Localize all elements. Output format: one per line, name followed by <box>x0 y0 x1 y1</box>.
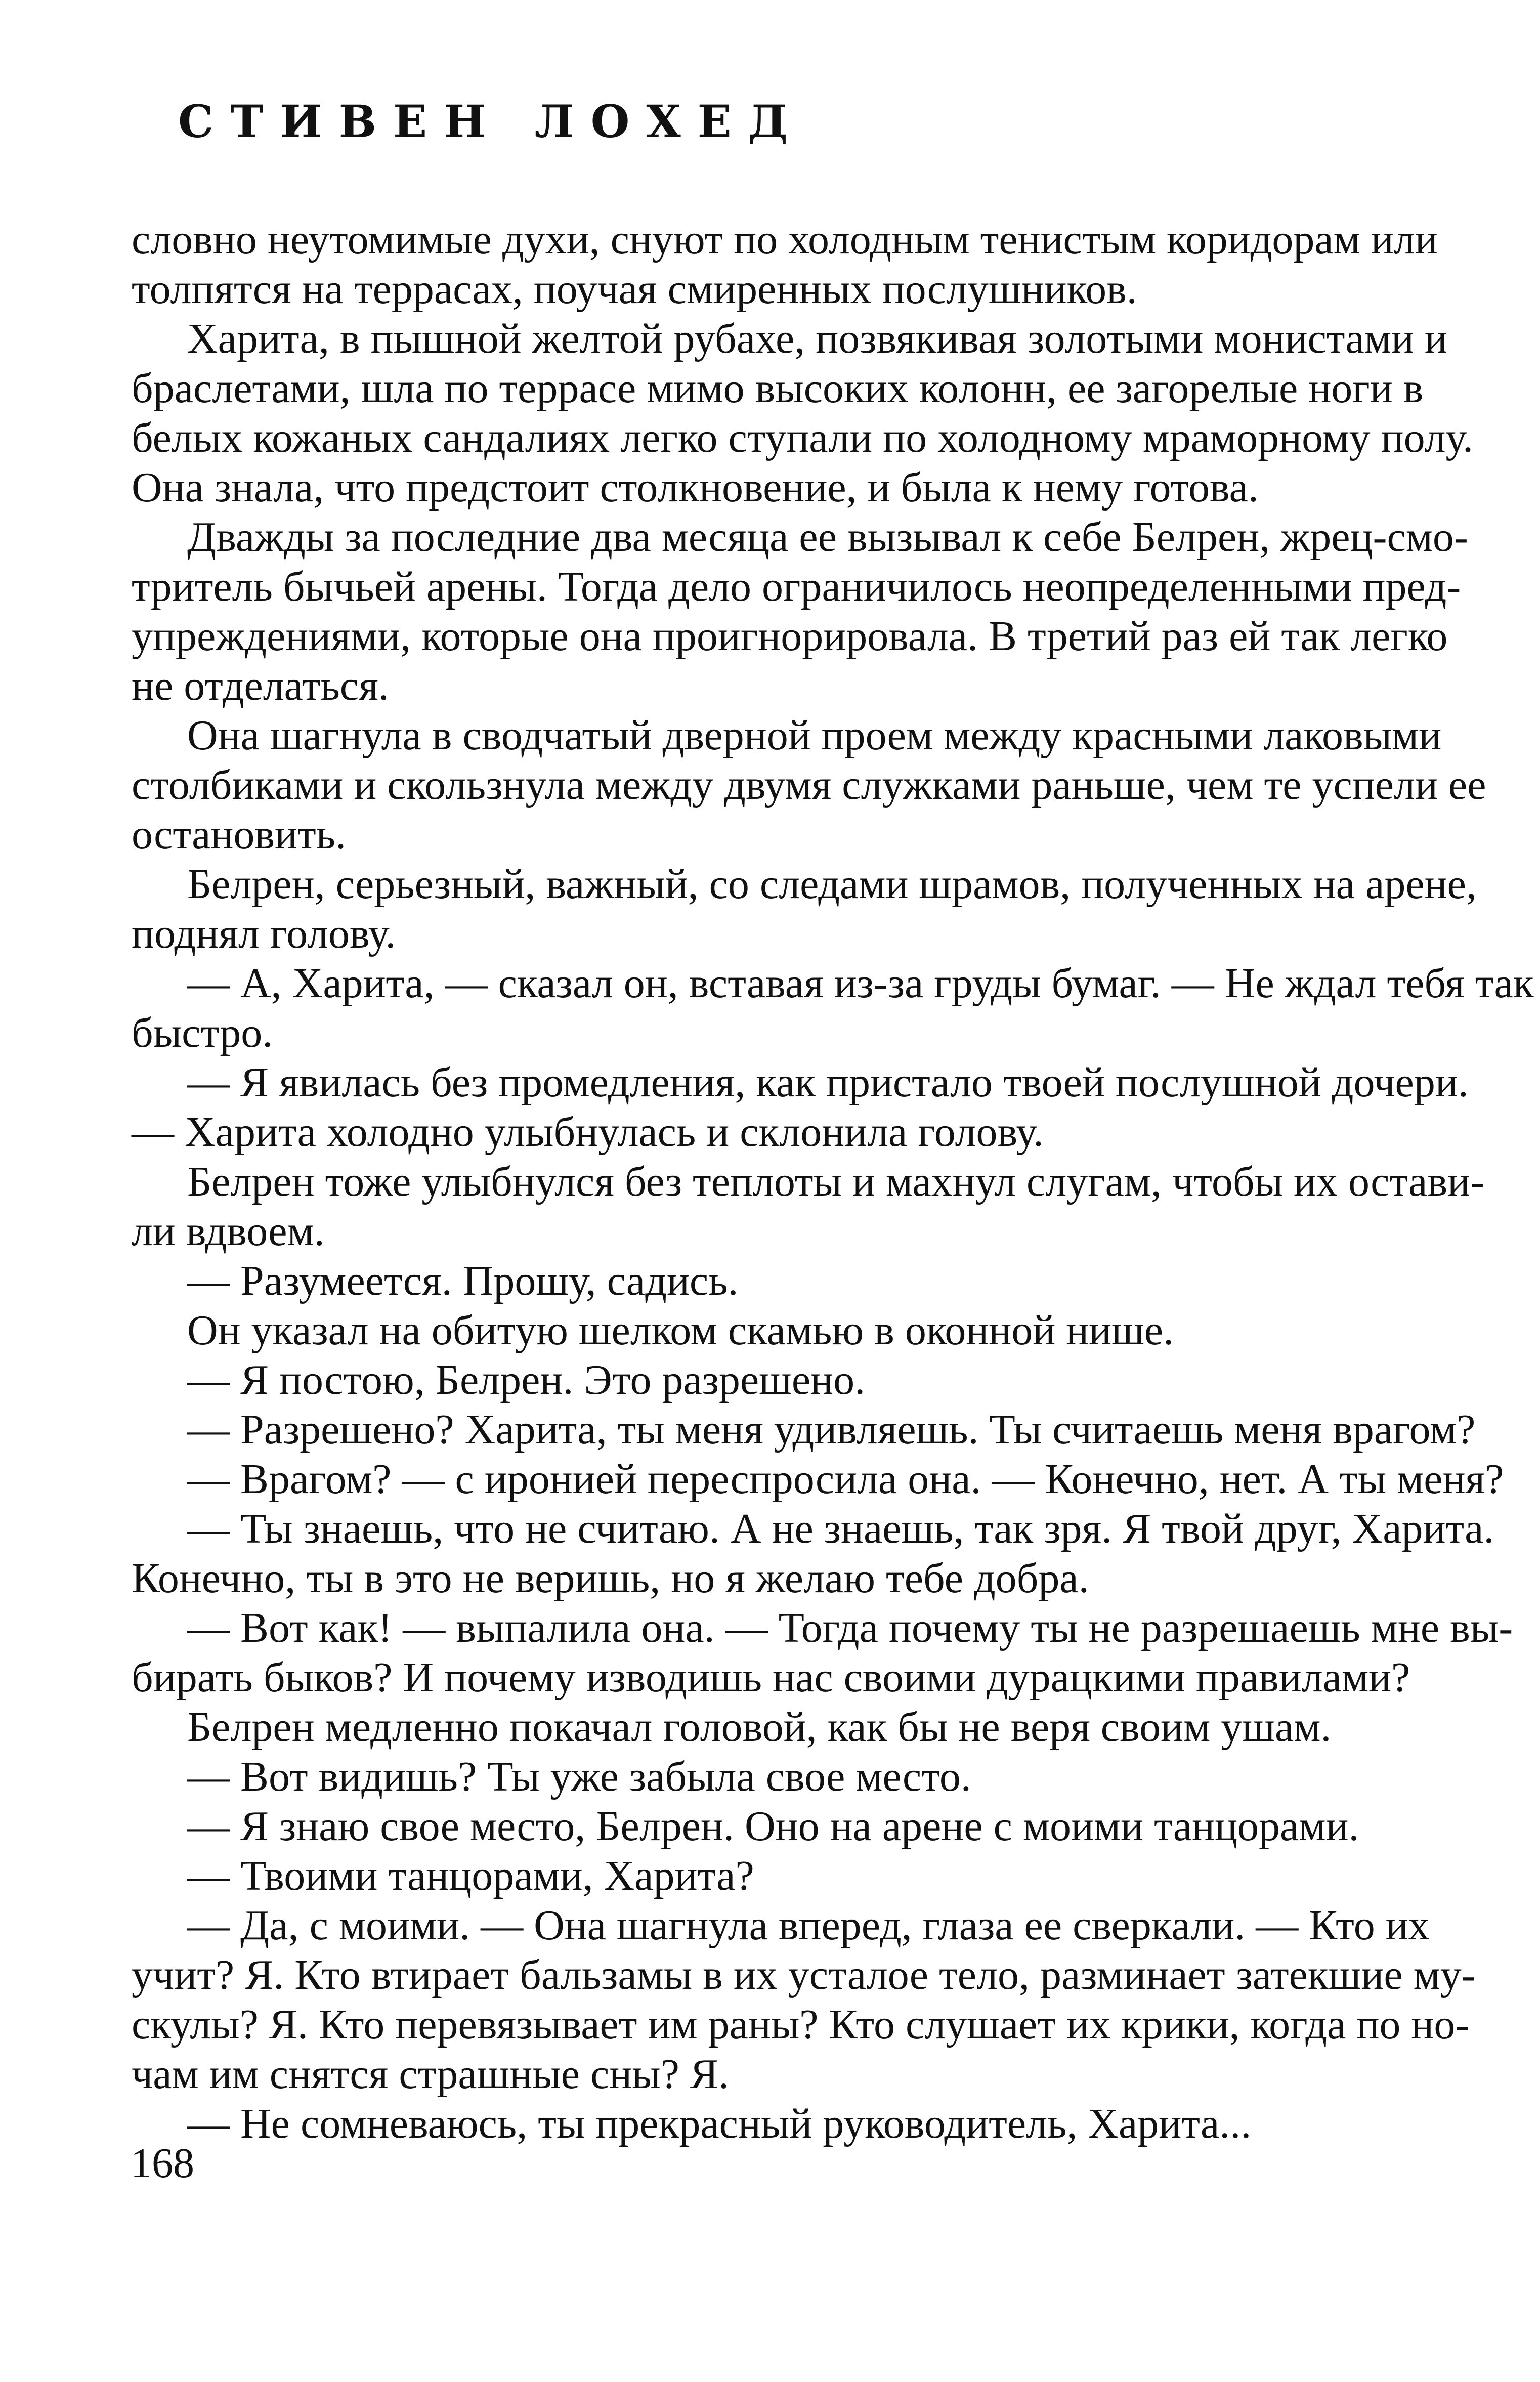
text-line: — Да, с моими. — Она шагнула вперед, глаза ее сверкали. — Кто их <box>187 1902 1430 1949</box>
text-line: — Разрешено? Харита, ты меня удивляешь. Ты считаешь меня врагом? <box>187 1406 1476 1453</box>
paragraph <box>132 1058 1469 1157</box>
text-line: Она шагнула в сводчатый дверной проем между красными лаковыми <box>187 712 1442 759</box>
paragraph <box>132 1752 1403 1802</box>
text-line: толпятся на террасах, поучая смиренных послушников. <box>132 266 1137 313</box>
paragraph <box>132 1256 1403 1306</box>
text-line: — Разумеется. Прошу, садись. <box>187 1257 739 1304</box>
text-line: — Вот как! — выпалила она. — Тогда почему ты не разрешаешь мне вы- <box>187 1604 1513 1651</box>
paragraph <box>132 314 1474 513</box>
paragraph <box>132 711 1486 860</box>
text-line: остановить. <box>132 811 346 858</box>
text-line: Она знала, что предстоит столкновение, и была к нему готова. <box>132 464 1259 511</box>
text-line: Белрен медленно покачал головой, как бы не веря своим ушам. <box>187 1704 1332 1751</box>
paragraph <box>132 1306 1403 1355</box>
text-line: — А, Харита, — сказал он, вставая из-за груды бумаг. — Не ждал тебя так <box>187 960 1534 1007</box>
paragraph <box>132 860 1477 959</box>
text-line: — Ты знаешь, что не считаю. А не знаешь, так зря. Я твой друг, Харита. <box>187 1505 1494 1552</box>
paragraph <box>132 1802 1403 1851</box>
text-line: Харита, в пышной желтой рубахе, позвякивая золотыми монистами и <box>187 315 1447 362</box>
paragraph <box>132 1405 1476 1455</box>
paragraph <box>132 1355 1403 1405</box>
text-line: — Вот видишь? Ты уже забыла свое место. <box>187 1753 971 1800</box>
text-line: чам им снятся страшные сны? Я. <box>132 2051 729 2098</box>
paragraph <box>132 1851 1403 1901</box>
paragraph <box>132 1901 1476 2099</box>
page-number: 168 <box>131 2140 194 2187</box>
text-line: — Я знаю свое место, Белрен. Оно на арене с моими танцорами. <box>187 1803 1359 1850</box>
text-line: ли вдвоем. <box>132 1208 325 1255</box>
text-line: — Врагом? — с иронией переспросила она. — Конечно, нет. А ты меня? <box>187 1456 1504 1503</box>
text-line: — Не сомневаюсь, ты прекрасный руководитель, Харита... <box>187 2100 1252 2147</box>
text-line: Белрен тоже улыбнулся без теплоты и махнул слугам, чтобы их остави- <box>187 1158 1484 1205</box>
text-line: Дважды за последние два месяца ее вызывал к себе Белрен, жрец-смо- <box>187 514 1468 561</box>
text-line: словно неутомимые духи, снуют по холодным тенистым коридорам или <box>132 216 1438 263</box>
paragraph <box>132 2099 1403 2149</box>
text-line: поднял голову. <box>132 910 396 957</box>
paragraph <box>132 1703 1403 1752</box>
text-line: Конечно, ты в это не веришь, но я желаю тебе добра. <box>132 1555 1089 1602</box>
paragraph <box>132 1504 1494 1603</box>
text-line: упреждениями, которые она проигнорировала. В третий раз ей так легко <box>132 613 1448 660</box>
text-line: — Я постою, Белрен. Это разрешено. <box>187 1356 866 1403</box>
paragraph <box>132 513 1468 711</box>
text-line: Белрен, серьезный, важный, со следами шрамов, полученных на арене, <box>187 861 1477 908</box>
paragraph <box>132 959 1534 1058</box>
text-line: быстро. <box>132 1009 273 1056</box>
paragraph <box>132 1603 1513 1703</box>
text-line: бирать быков? И почему изводишь нас своими дурацкими правилами? <box>132 1654 1410 1701</box>
text-line: столбиками и скользнула между двумя служками раньше, чем те успели ее <box>132 761 1486 809</box>
body-text <box>132 215 1534 2149</box>
text-line: Он указал на обитую шелком скамью в оконной нише. <box>187 1307 1174 1354</box>
paragraph <box>132 1157 1484 1256</box>
text-line: не отделаться. <box>132 662 389 709</box>
text-line: браслетами, шла по террасе мимо высоких колонн, ее загорелые ноги в <box>132 365 1424 412</box>
text-line: тритель бычьей арены. Тогда дело ограничилось неопределенными пред- <box>132 563 1461 610</box>
text-line: учит? Я. Кто втирает бальзамы в их усталое тело, разминает затекшие му- <box>132 1951 1476 1998</box>
running-head: СТИВЕН ЛОХЕД <box>178 95 804 148</box>
text-line: — Я явилась без промедления, как пристало твоей послушной дочери. <box>187 1059 1469 1106</box>
text-line: скулы? Я. Кто перевязывает им раны? Кто слушает их крики, когда по но- <box>132 2001 1470 2048</box>
text-line: — Харита холодно улыбнулась и склонила голову. <box>132 1109 1044 1156</box>
paragraph <box>132 1455 1504 1504</box>
text-line: белых кожаных сандалиях легко ступали по холодному мраморному полу. <box>132 414 1474 461</box>
paragraph <box>132 215 1438 314</box>
text-line: — Твоими танцорами, Харита? <box>187 1852 754 1899</box>
